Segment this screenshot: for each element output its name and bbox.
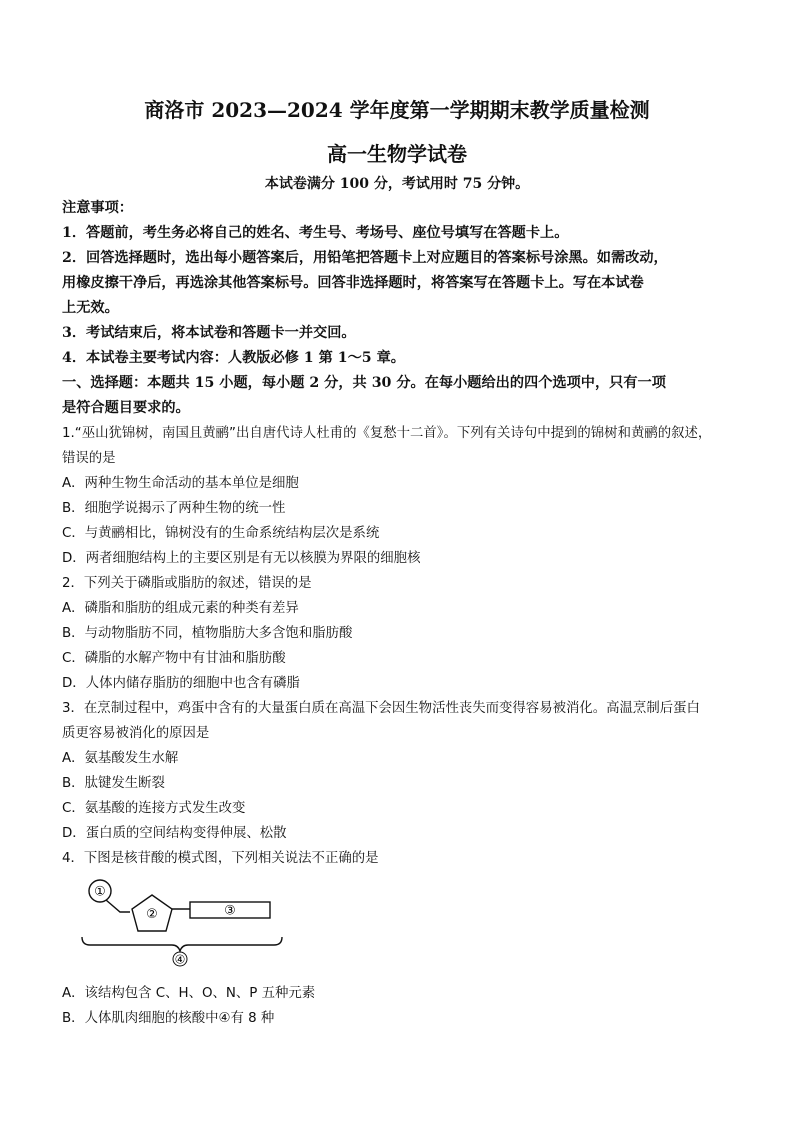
question-1-option-a: A．两种生物生命活动的基本单位是细胞 xyxy=(62,476,299,491)
question-3-stem: 3．在烹制过程中，鸡蛋中含有的大量蛋白质在高温下会因生物活性丧失而变得容易被消化。高温烹制后蛋白 xyxy=(62,701,700,716)
exam-content xyxy=(62,196,738,1031)
question-3-option-c: C．氨基酸的连接方式发生改变 xyxy=(62,801,246,816)
question-2-option-a: A．磷脂和脂肪的组成元素的种类有差异 xyxy=(62,601,299,616)
question-1-stem: 1.“巫山犹锦树，南国且黄鹂”出自唐代诗人杜甫的《复愁十二首》。下列有关诗句中提到的锦树和黄鹂的叙述， xyxy=(62,426,712,441)
notice-item: 4．本试卷主要考试内容：人教版必修 1 第 1～5 章。 xyxy=(62,350,405,366)
exam-meta: 本试卷满分 100 分，考试用时 75 分钟。 xyxy=(264,176,530,192)
phosphate-sugar-bond xyxy=(106,900,130,912)
question-4-stem: 4．下图是核苷酸的模式图，下列相关说法不正确的是 xyxy=(62,851,379,866)
notice-item: 1．答题前，考生务必将自己的姓名、考生号、考场号、座位号填写在答题卡上。 xyxy=(62,225,569,241)
notice-item: 3．考试结束后，将本试卷和答题卡一并交回。 xyxy=(62,325,356,341)
question-4-option-b: B．人体肌肉细胞的核酸中④有 8 种 xyxy=(62,1011,275,1026)
exam-subtitle: 高一生物学试卷 xyxy=(327,142,467,166)
label-4: ④ xyxy=(174,952,186,967)
question-1-option-c: C．与黄鹂相比，锦树没有的生命系统结构层次是系统 xyxy=(62,526,380,541)
exam-title: 商洛市 2023—2024 学年度第一学期期末教学质量检测 xyxy=(144,98,650,122)
question-2-option-d: D．人体内储存脂肪的细胞中也含有磷脂 xyxy=(62,676,300,691)
notice-heading: 注意事项： xyxy=(62,200,133,216)
section-heading-cont: 是符合题目要求的。 xyxy=(62,400,190,416)
question-4-option-a: A．该结构包含 C、H、O、N、P 五种元素 xyxy=(62,986,316,1001)
question-2-option-c: C．磷脂的水解产物中有甘油和脂肪酸 xyxy=(62,651,286,666)
notice-item: 2．回答选择题时，选出每小题答案后，用铅笔把答题卡上对应题目的答案标号涂黑。如需改动， xyxy=(62,250,668,266)
question-3-option-d: D．蛋白质的空间结构变得伸展、松散 xyxy=(62,826,287,841)
label-1: ① xyxy=(94,884,106,900)
notice-item: 用橡皮擦干净后，再选涂其他答案标号。回答非选择题时，将答案写在答题卡上。写在本试卷 xyxy=(62,275,644,291)
nucleotide-diagram xyxy=(72,871,312,981)
question-3-option-b: B．肽键发生断裂 xyxy=(62,776,165,791)
notice-item: 上无效。 xyxy=(62,300,119,316)
question-1-option-b: B．细胞学说揭示了两种生物的统一性 xyxy=(62,501,286,516)
question-3-option-a: A．氨基酸发生水解 xyxy=(62,751,179,766)
section-heading: 一、选择题：本题共 15 小题，每小题 2 分，共 30 分。在每小题给出的四个选项中，只有一项 xyxy=(62,375,666,391)
label-2: ② xyxy=(146,907,158,922)
question-1-option-d: D．两者细胞结构上的主要区别是有无以核膜为界限的细胞核 xyxy=(62,551,421,566)
question-1-stem-cont: 错误的是 xyxy=(62,451,116,466)
question-3-stem-cont: 质更容易被消化的原因是 xyxy=(62,726,210,741)
question-2-stem: 2．下列关于磷脂或脂肪的叙述，错误的是 xyxy=(62,576,312,591)
question-2-option-b: B．与动物脂肪不同，植物脂肪大多含饱和脂肪酸 xyxy=(62,626,353,641)
label-3: ③ xyxy=(224,903,236,919)
nucleotide-brace xyxy=(82,937,282,951)
